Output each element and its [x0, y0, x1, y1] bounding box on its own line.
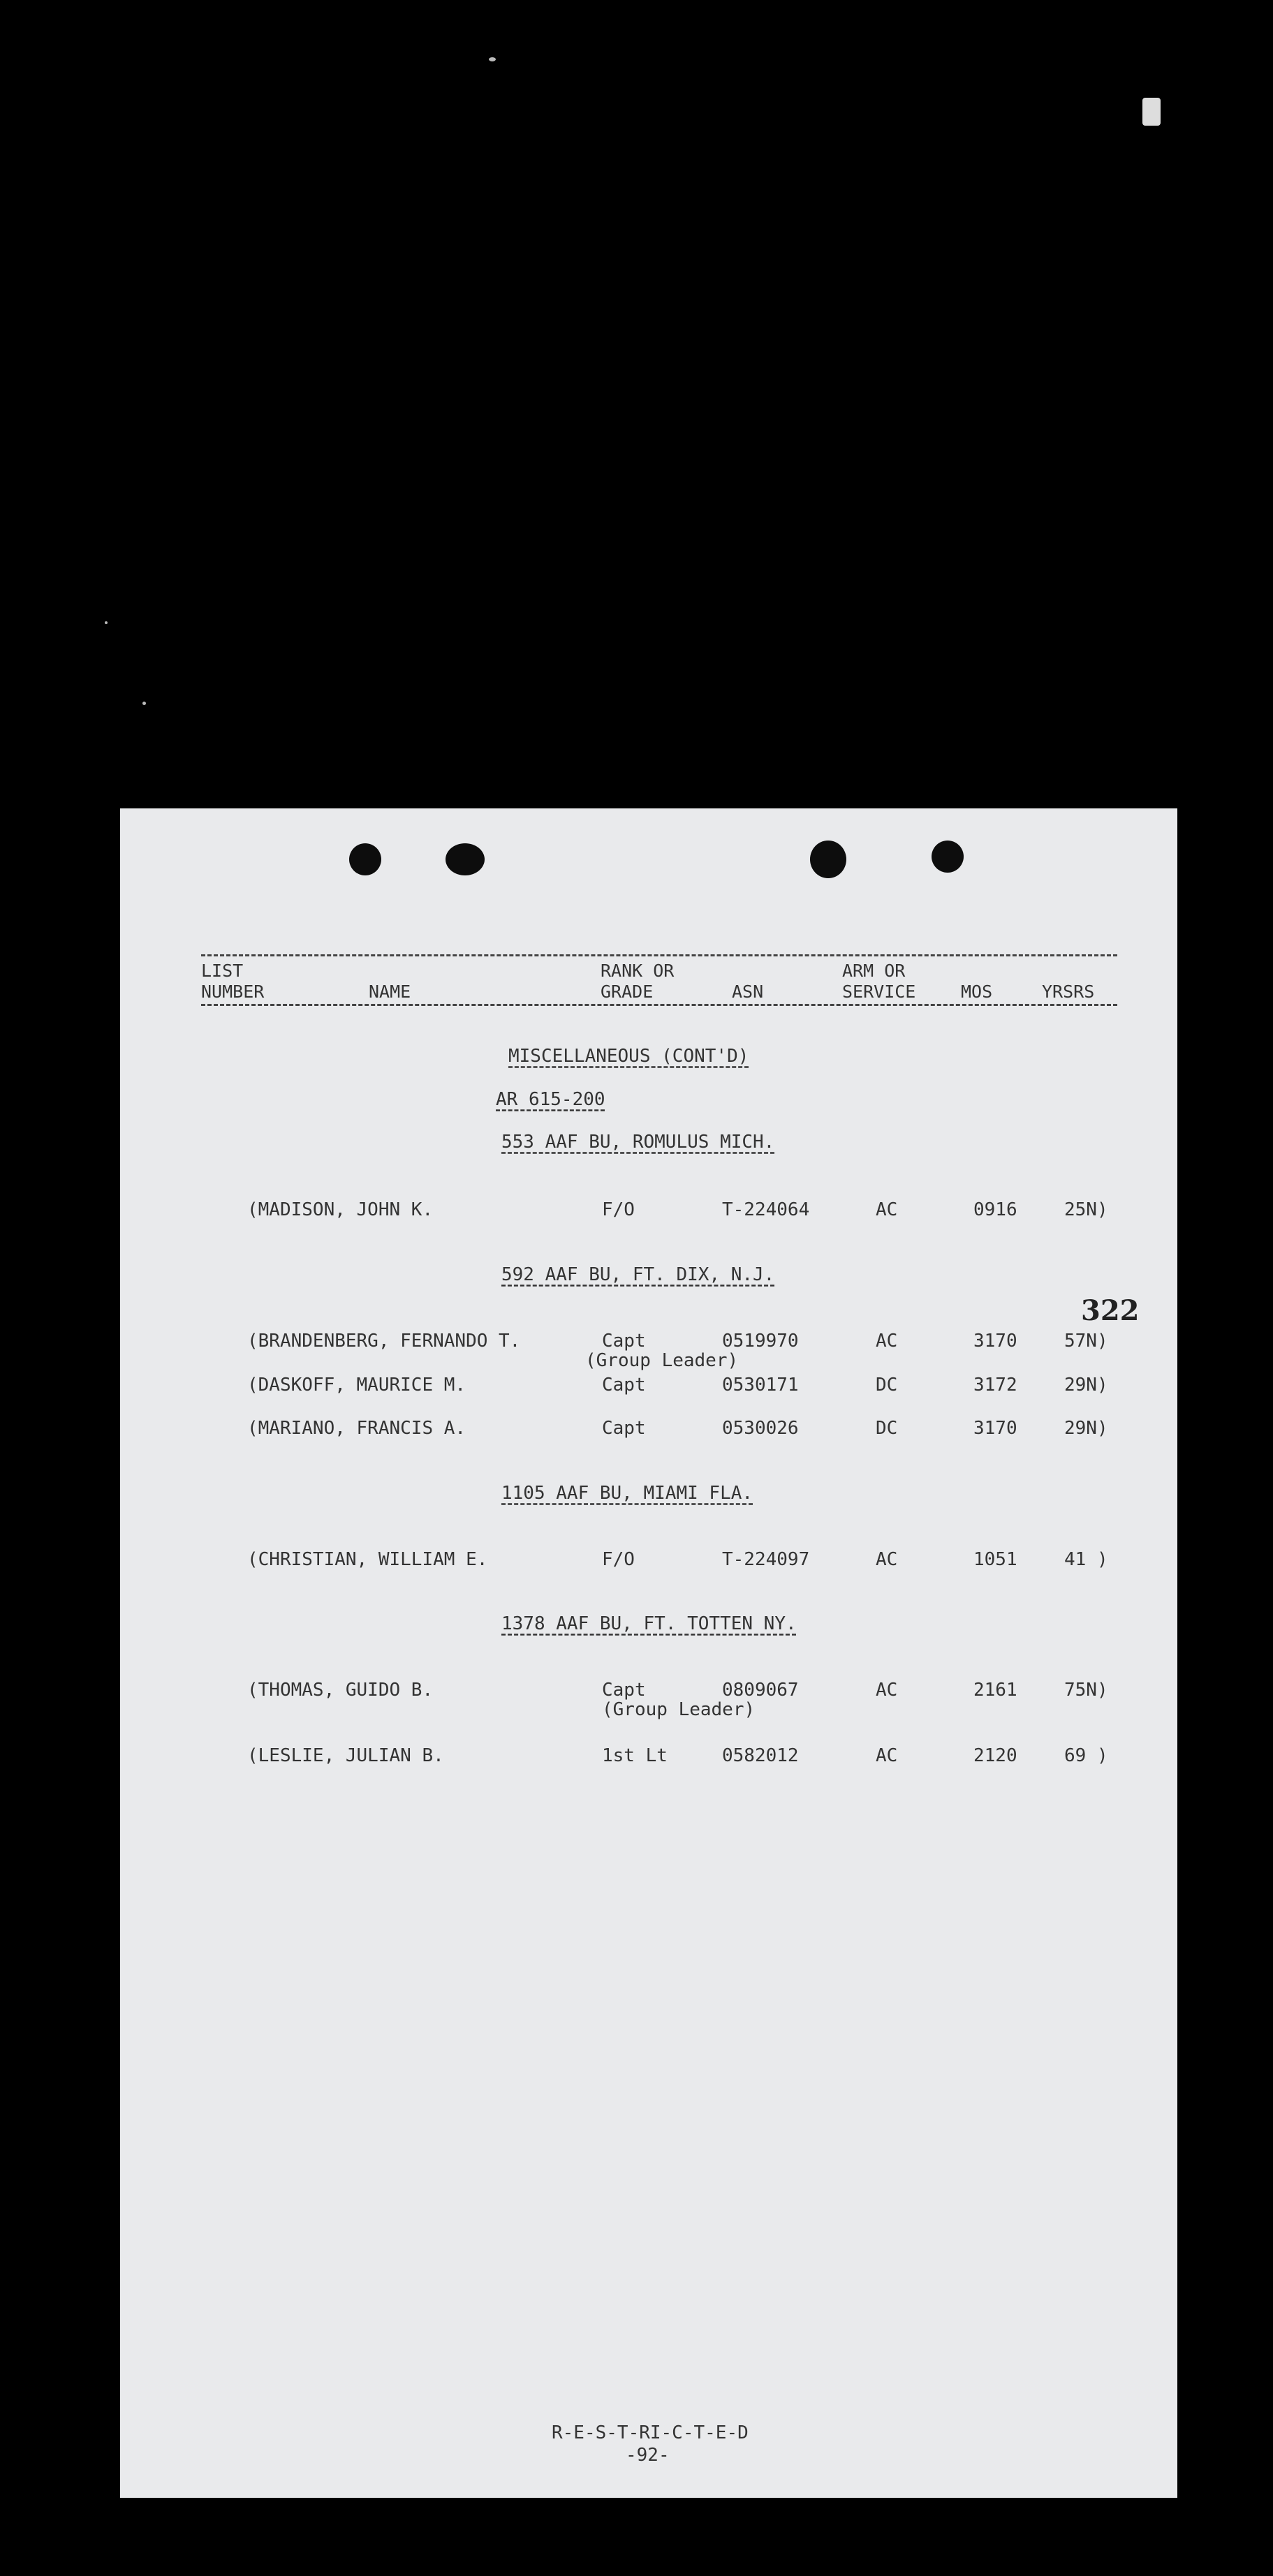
row-years: 69 )	[1064, 1745, 1108, 1766]
unit-heading-553: 553 AAF BU, ROMULUS MICH.	[501, 1132, 775, 1153]
header-asn: ASN	[732, 982, 764, 1002]
row-rank: F/O	[602, 1199, 635, 1220]
row-years: 41 )	[1064, 1549, 1108, 1570]
row-mos: 2120	[973, 1745, 1017, 1766]
header-arm-1: ARM OR	[842, 961, 906, 981]
unit-heading-1105: 1105 AAF BU, MIAMI FLA.	[501, 1483, 753, 1504]
row-arm: AC	[876, 1680, 898, 1701]
dust-speck	[489, 57, 496, 61]
row-name: (LESLIE, JULIAN B.	[247, 1745, 444, 1766]
row-years: 29N)	[1064, 1375, 1108, 1396]
row-mos: 3170	[973, 1418, 1017, 1439]
row-rank: 1st Lt	[602, 1745, 668, 1766]
row-asn: T-224064	[722, 1199, 810, 1220]
row-years: 57N)	[1064, 1331, 1108, 1352]
row-arm: AC	[876, 1745, 898, 1766]
row-note: (Group Leader)	[602, 1699, 756, 1720]
page-number: -92-	[626, 2445, 670, 2466]
row-asn: 0530026	[722, 1418, 799, 1439]
dust-speck	[142, 702, 146, 705]
punch-hole	[810, 841, 846, 878]
header-top-rule	[201, 954, 1117, 956]
row-arm: AC	[876, 1549, 898, 1570]
row-rank: F/O	[602, 1549, 635, 1570]
header-years: YRSRS	[1042, 982, 1095, 1002]
row-arm: DC	[876, 1418, 898, 1439]
row-name: (THOMAS, GUIDO B.	[247, 1680, 434, 1701]
row-rank: Capt	[602, 1375, 646, 1396]
row-asn: 0582012	[722, 1745, 799, 1766]
header-arm-2: SERVICE	[842, 982, 916, 1002]
row-arm: AC	[876, 1199, 898, 1220]
row-name: (MADISON, JOHN K.	[247, 1199, 434, 1220]
row-years: 29N)	[1064, 1418, 1108, 1439]
row-asn: 0809067	[722, 1680, 799, 1701]
header-rank-1: RANK OR	[601, 961, 675, 981]
document-page	[120, 808, 1177, 2498]
row-mos: 3170	[973, 1331, 1017, 1352]
row-years: 75N)	[1064, 1680, 1108, 1701]
header-rank-2: GRADE	[601, 982, 654, 1002]
unit-heading-592: 592 AAF BU, FT. DIX, N.J.	[501, 1264, 775, 1285]
row-arm: DC	[876, 1375, 898, 1396]
row-asn: 0519970	[722, 1331, 799, 1352]
punch-hole	[349, 843, 381, 875]
header-name: NAME	[369, 982, 411, 1002]
dust-speck	[105, 621, 108, 624]
header-list-number-2: NUMBER	[201, 982, 265, 1002]
punch-hole	[446, 843, 485, 875]
section-ar: AR 615-200	[496, 1089, 605, 1110]
row-mos: 0916	[973, 1199, 1017, 1220]
row-asn: T-224097	[722, 1549, 810, 1570]
row-name: (MARIANO, FRANCIS A.	[247, 1418, 466, 1439]
restricted-footer: R-E-S-T-RI-C-T-E-D	[552, 2422, 749, 2443]
row-rank: Capt	[602, 1331, 646, 1352]
row-name: (DASKOFF, MAURICE M.	[247, 1375, 466, 1396]
header-list-number-1: LIST	[201, 961, 244, 981]
row-mos: 3172	[973, 1375, 1017, 1396]
row-note: (Group Leader)	[585, 1350, 739, 1371]
header-mos: MOS	[961, 982, 993, 1002]
row-years: 25N)	[1064, 1199, 1108, 1220]
header-bottom-rule	[201, 1004, 1117, 1006]
row-rank: Capt	[602, 1680, 646, 1701]
row-mos: 1051	[973, 1549, 1017, 1570]
row-arm: AC	[876, 1331, 898, 1352]
section-title: MISCELLANEOUS (CONT'D)	[508, 1046, 749, 1067]
row-mos: 2161	[973, 1680, 1017, 1701]
page-stamp-number: 322	[1081, 1294, 1140, 1327]
row-name: (BRANDENBERG, FERNANDO T.	[247, 1331, 521, 1352]
dust-speck	[1142, 98, 1161, 126]
unit-heading-1378: 1378 AAF BU, FT. TOTTEN NY.	[501, 1613, 797, 1634]
row-rank: Capt	[602, 1418, 646, 1439]
row-asn: 0530171	[722, 1375, 799, 1396]
row-name: (CHRISTIAN, WILLIAM E.	[247, 1549, 488, 1570]
punch-hole	[932, 841, 964, 873]
